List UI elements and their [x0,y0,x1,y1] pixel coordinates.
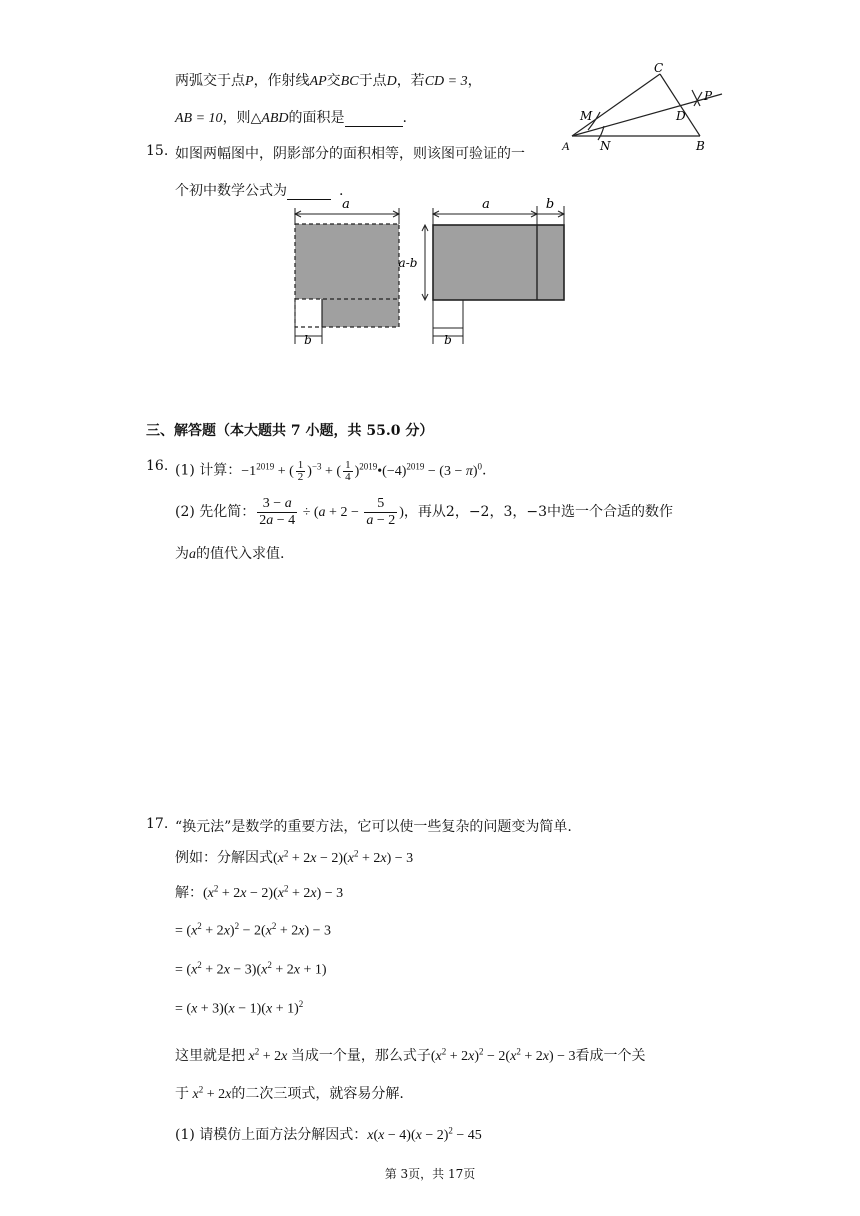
q14-line2 [175,107,407,127]
q16-p2-label: (2) 先化简： [175,504,256,520]
q14-ab-value: AB = 10 [175,111,223,126]
q17-substitution: $x^2 + 2x$ [245,1046,291,1064]
q15-text: 个初中数学公式为 [175,183,287,199]
q17-step-3: = $(x + 3)(x - 1)(x + 1)^2$ [175,999,304,1017]
label-c: C [654,61,664,75]
right-label-a: a [482,197,490,212]
q14-point-p: P [245,74,254,89]
label-m: M [580,109,593,123]
q14-text: ，作射线 [253,73,310,89]
q16-p1-end: . [482,462,487,479]
q14-text: 两弧交于点 [175,73,245,89]
page-footer: 第 3页，共 17页 [384,1167,476,1181]
q17-step-2: = $(x^2 + 2x - 3)(x^2 + 2x + 1)$ [175,960,327,978]
q17-part1-label: (1) 请模仿上面方法分解因式： [175,1127,368,1143]
q16-candidate-values: 2，−2，3，−3 [445,504,548,520]
q17-number: 17. [146,816,169,832]
q15-number: 15. [146,143,169,159]
q16-text: 为 [175,546,189,562]
q17-expression: $(x^2 + 2x)^2 - 2(x^2 + 2x) - 3$ [430,1046,576,1064]
q16-number: 16. [146,458,169,474]
q17-explain-line2 [175,1083,404,1103]
q14-text: 交 [326,73,341,89]
left-label-b: b [304,333,312,346]
left-label-a: a [342,197,350,212]
label-a: A [562,139,570,153]
q16-text: 的值代入求值. [196,546,285,562]
segment-ac [572,74,660,136]
q14-text: ，则 [222,110,251,126]
q17-text: 当成一个量，那么式子 [290,1048,431,1064]
q14-text: ， [467,73,482,89]
right-label-b-bottom: b [444,333,452,346]
label-n: N [600,139,611,153]
q14-line1 [175,70,482,90]
label-b: B [696,139,705,153]
q17-substitution-2: $x^2 + 2x$ [189,1084,232,1102]
q16-p1-label: (1) 计算： [175,462,242,479]
q17-text: 的二次三项式，就容易分解. [231,1086,404,1102]
q17-solution-line1 [175,882,343,902]
q16-text: ，再从 [403,504,446,520]
q15-text: . [339,183,344,199]
q16-p1-expression: $-1^{2019}$ + ( $\frac{1}{2}$ )$^{-3}$ + ( $\frac{1}{4}$ )$^{2019}•(-4)^{2019} - (3 - \pi)^0$ [241,458,483,483]
q14-answer-blank[interactable] [345,126,403,127]
q14-cd-value: CD = 3 [424,74,468,89]
triangle-construction-figure [560,60,730,156]
q14-text: 于点 [358,73,387,89]
q17-explain-line1 [175,1045,646,1065]
q17-text: 于 [175,1086,189,1102]
left-figure [295,197,399,346]
q17-example-expression: $(x^2 + 2x - 2)(x^2 + 2x) - 3$ [273,848,414,866]
q17-example-label: 例如：分解因式 [175,850,273,866]
q17-part1-expression: $x(x - 4)(x - 2)^2 - 45$ [367,1125,482,1143]
q16-text: 中选一个合适的数作 [547,504,674,520]
q17-step-0: $(x^2 + 2x - 2)(x^2 + 2x) - 3$ [203,883,344,901]
q14-segment-bc: BC [340,74,359,89]
q17-text: 这里就是把 [175,1048,245,1064]
q16-p2-expression: $\frac{3 - a}{2a - 4}$ ÷ (a + 2 − $\frac{5}{a - 2}$ ) [259,496,404,529]
q14-ray-ap: AP [309,74,327,89]
q14-text: ，若 [396,73,425,89]
q16-part1 [175,450,486,488]
right-figure [399,197,564,346]
label-p: P [704,89,713,103]
q14-triangle-abd: △ABD [250,111,289,126]
q14-text: 的面积是 [288,110,345,126]
q15-line1: 如图两幅图中，阴影部分的面积相等，则该图可验证的一 [175,146,525,162]
q14-text: . [402,110,407,126]
arc-p2 [694,92,702,106]
q17-example [175,847,413,867]
ray-ap [572,94,722,136]
section-3-heading: 三、解答题（本大题共 7 小题，共 55.0 分） [146,423,434,439]
right-label-b-top: b [545,197,555,212]
q17-solution-label: 解： [175,885,203,901]
label-d: D [676,109,686,123]
right-label-a-minus-b: a-b [398,256,418,270]
q17-step-1: = $(x^2 + 2x)^2 - 2(x^2 + 2x) - 3$ [175,921,332,939]
q16-variable-a: a [189,547,196,562]
q17-part1 [175,1124,482,1144]
q16-part2-line2 [175,543,284,563]
q16-part2 [175,494,673,531]
q14-point-d: D [386,74,397,89]
q17-intro: “换元法”是数学的重要方法，它可以使一些复杂的问题变为简单. [175,819,572,835]
square-difference-figure [286,196,576,346]
q17-text: 看成一个关 [575,1048,646,1064]
